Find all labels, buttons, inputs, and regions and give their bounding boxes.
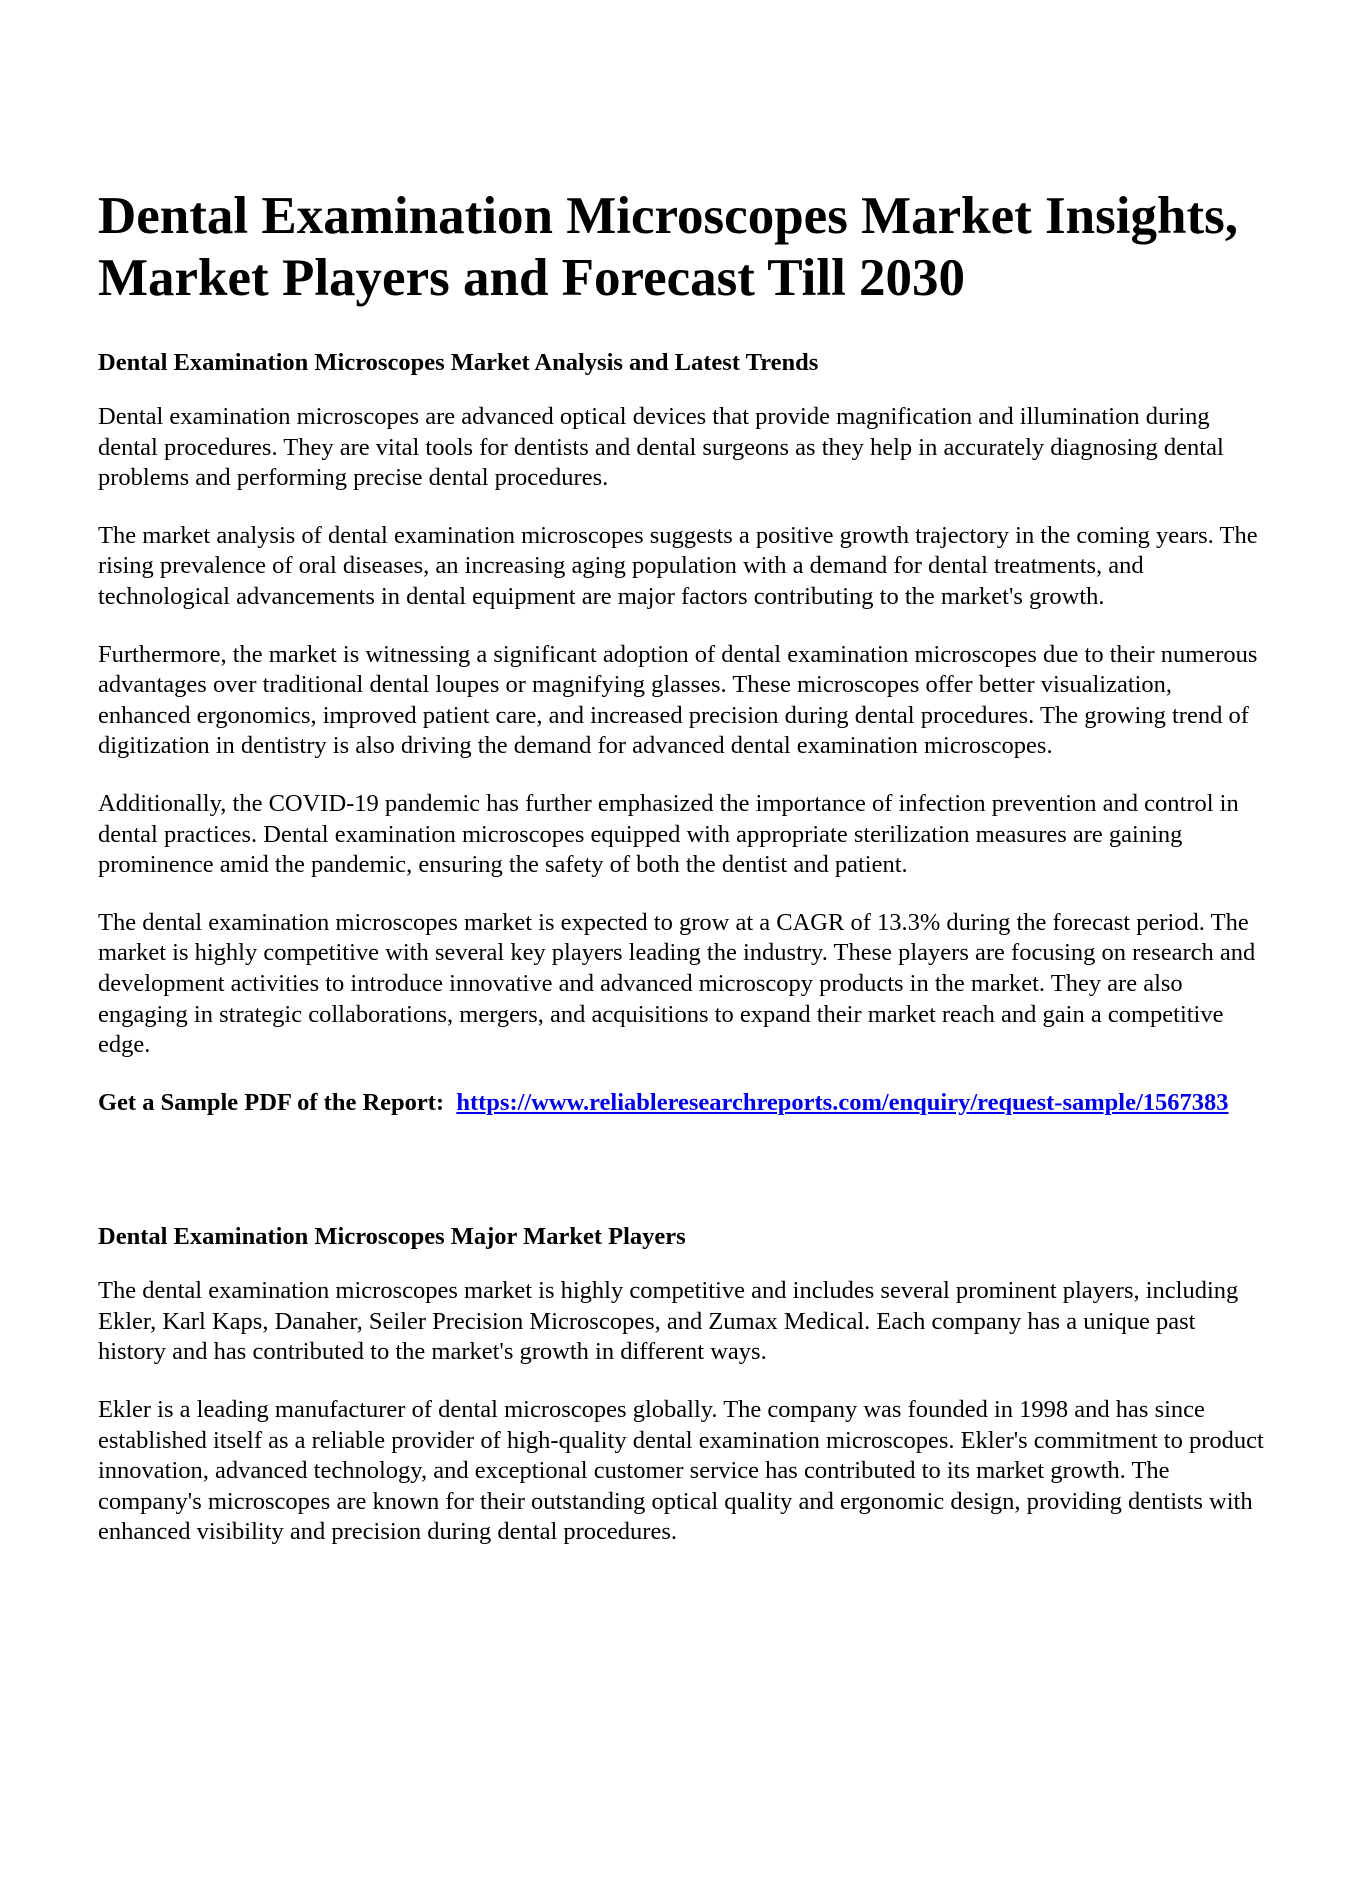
paragraph: Furthermore, the market is witnessing a significant adoption of dental examination microscopes due to their numerous advantages over traditional dental loupes or magnifying glasses. These microscopes offer better visualization, enhanced ergonomics, improved patient care, and increased precision during dental procedures. The growing trend of digitization in dentistry is also driving the demand for advanced dental examination microscopes.: [98, 640, 1258, 760]
section-heading-analysis: Dental Examination Microscopes Market Analysis and Latest Trends: [98, 349, 819, 376]
paragraph: Additionally, the COVID-19 pandemic has further emphasized the importance of infection prevention and control in dental practices. Dental examination microscopes equipped with appropriate sterilization measures are gaining prominence amid the pandemic, ensuring the safety of both the dentist and patient.: [98, 789, 1239, 879]
sample-pdf-link[interactable]: https://www.reliableresearchreports.com/enquiry/request-sample/1567383: [456, 1088, 1229, 1116]
spacer: [98, 1118, 1268, 1221]
paragraph: Dental examination microscopes are advanced optical devices that provide magnification and illumination during dental procedures. They are vital tools for dentists and dental surgeons as they help in accurately diagnosing dental problems and performing precise dental procedures.: [98, 403, 1224, 492]
page-title: Dental Examination Microscopes Market Insights, Market Players and Forecast Till 2030: [98, 187, 1238, 307]
section-heading-players: Dental Examination Microscopes Major Market Players: [98, 1223, 686, 1251]
document-page: [98, 185, 1268, 1575]
paragraph: The dental examination microscopes market is expected to grow at a CAGR of 13.3% during the forecast period. The market is highly competitive with several key players leading the industry. These players are focusing on research and development activities to introduce innovative and advanced microscopy products in the market. They are also engaging in strategic collaborations, mergers, and acquisitions to expand their market reach and gain a competitive edge.: [98, 908, 1256, 1059]
paragraph: The dental examination microscopes market is highly competitive and includes several prominent players, including Ekler, Karl Kaps, Danaher, Seiler Precision Microscopes, and Zumax Medical. Each company has a unique past history and has contributed to the market's growth in different ways.: [98, 1277, 1239, 1366]
sample-pdf-line: [98, 1088, 1268, 1119]
sample-pdf-label: Get a Sample PDF of the Report:: [98, 1088, 445, 1116]
paragraph: Ekler is a leading manufacturer of dental microscopes globally. The company was founded in 1998 and has since established itself as a reliable provider of high-quality dental examination microscopes. Ekler's commitment to product innovation, advanced technology, and exceptional customer service has contributed to its market growth. The company's microscopes are known for their outstanding optical quality and ergonomic design, providing dentists with enhanced visibility and precision during dental procedures.: [98, 1396, 1264, 1546]
paragraph: The market analysis of dental examination microscopes suggests a positive growth trajectory in the coming years. The rising prevalence of oral diseases, an increasing aging population with a demand for dental treatments, and technological advancements in dental equipment are major factors contributing to the market's growth.: [98, 521, 1258, 610]
